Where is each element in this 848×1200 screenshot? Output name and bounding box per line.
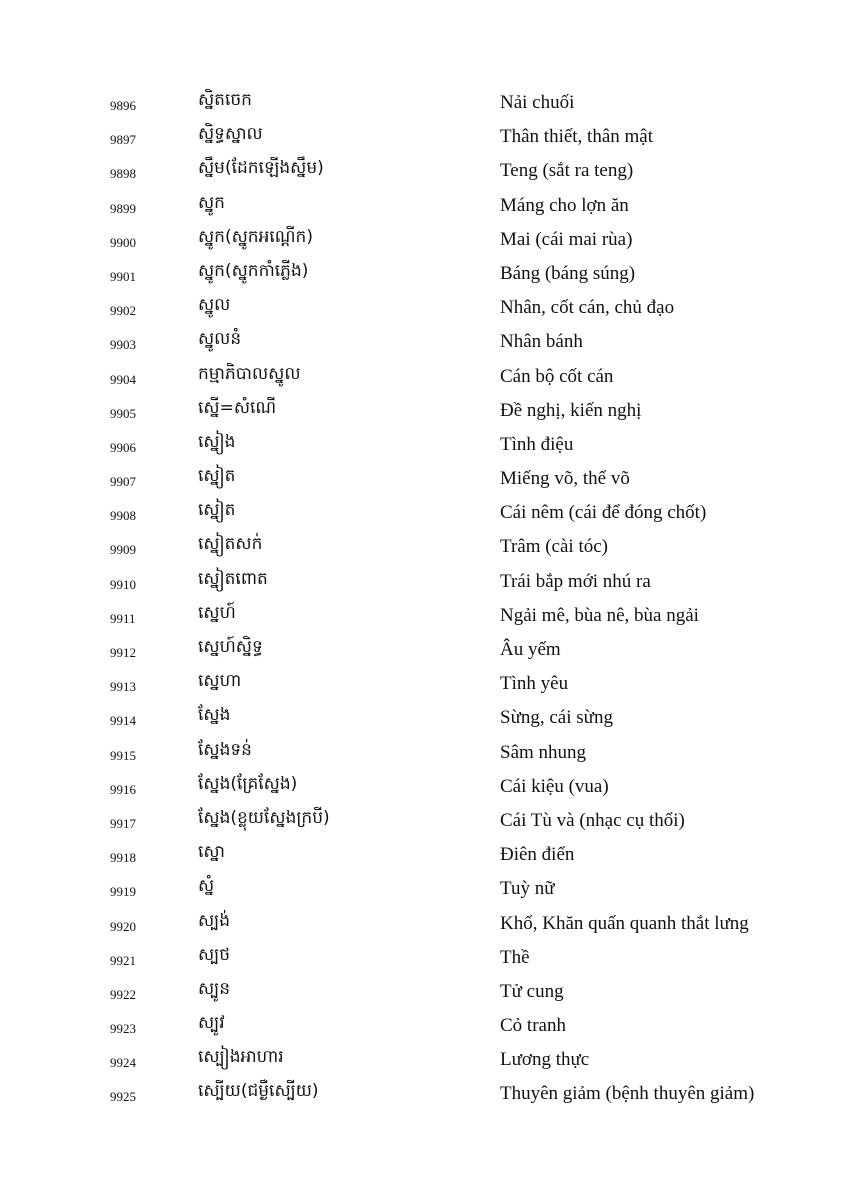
- khmer-term: ស្នៀង: [198, 431, 236, 452]
- entry-number: 9900: [110, 234, 136, 250]
- vietnamese-translation: Sâm nhung: [500, 741, 587, 763]
- khmer-term: ស្និទ្ធស្នាល: [198, 124, 263, 145]
- entry-number: 9908: [110, 508, 136, 524]
- khmer-term: ស្នូល: [198, 295, 231, 316]
- khmer-term: ស្នៀត: [198, 466, 236, 487]
- dictionary-entry: [0, 223, 848, 257]
- dictionary-entry: [0, 120, 848, 154]
- khmer-term: ស្នើ=សំណើ: [198, 397, 277, 418]
- khmer-term: ស្នៀត: [198, 500, 236, 521]
- khmer-term: ស្នៀតពោត: [198, 568, 268, 589]
- khmer-term: ស្នៀតសក់: [198, 534, 263, 555]
- vietnamese-translation: Ngải mê, bùa nê, bùa ngải: [500, 604, 699, 626]
- dictionary-entry: [0, 1077, 848, 1111]
- entry-number: 9922: [110, 986, 136, 1002]
- entry-number: 9911: [110, 610, 136, 626]
- dictionary-entry: [0, 975, 848, 1009]
- khmer-term: ស្នំ: [198, 876, 215, 897]
- entry-number: 9902: [110, 303, 136, 319]
- vietnamese-translation: Nhân, cốt cán, chủ đạo: [500, 297, 675, 319]
- khmer-term: កម្មាភិបាលស្នូល: [198, 363, 301, 384]
- dictionary-entry: [0, 154, 848, 188]
- dictionary-entry: [0, 838, 848, 872]
- dictionary-entry: [0, 804, 848, 838]
- entry-number: 9904: [110, 371, 136, 387]
- entry-number: 9898: [110, 166, 136, 182]
- dictionary-entry-list: [0, 86, 848, 1112]
- khmer-term: ស្បថ: [198, 944, 231, 965]
- vietnamese-translation: Thuyên giảm (bệnh thuyên giảm): [500, 1083, 755, 1105]
- dictionary-entry: [0, 770, 848, 804]
- vietnamese-translation: Tử cung: [500, 980, 564, 1002]
- vietnamese-translation: Tình điệu: [500, 433, 574, 455]
- dictionary-entry: [0, 325, 848, 359]
- entry-number: 9914: [110, 713, 136, 729]
- entry-number: 9910: [110, 576, 136, 592]
- vietnamese-translation: Cái Tù và (nhạc cụ thổi): [500, 809, 685, 831]
- dictionary-entry: [0, 530, 848, 564]
- entry-number: 9907: [110, 474, 136, 490]
- khmer-term: ស្នូក(ស្នូកកាំភ្លើង): [198, 260, 309, 281]
- dictionary-entry: [0, 736, 848, 770]
- vietnamese-translation: Âu yếm: [500, 639, 561, 660]
- vietnamese-translation: Khố, Khăn quấn quanh thắt lưng: [500, 912, 749, 934]
- dictionary-entry: [0, 701, 848, 735]
- entry-number: 9919: [110, 884, 136, 900]
- entry-number: 9925: [110, 1089, 136, 1105]
- dictionary-entry: [0, 872, 848, 906]
- entry-number: 9920: [110, 918, 136, 934]
- vietnamese-translation: Nải chuối: [500, 92, 575, 113]
- dictionary-entry: [0, 667, 848, 701]
- entry-number: 9899: [110, 200, 136, 216]
- vietnamese-translation: Miếng võ, thế võ: [500, 468, 630, 490]
- vietnamese-translation: Thề: [500, 946, 530, 968]
- khmer-term: ស្នែងទន់: [198, 739, 252, 760]
- dictionary-entry: [0, 86, 848, 120]
- khmer-term: ស្បង់: [198, 910, 231, 931]
- dictionary-entry: [0, 360, 848, 394]
- khmer-term: ស្នេហ៍ស្និទ្ធ: [198, 637, 263, 657]
- vietnamese-translation: Cái nêm (cái để đóng chốt): [500, 502, 707, 524]
- entry-number: 9921: [110, 952, 136, 968]
- vietnamese-translation: Cán bộ cốt cán: [500, 365, 614, 387]
- dictionary-entry: [0, 1043, 848, 1077]
- vietnamese-translation: Thân thiết, thân mật: [500, 126, 654, 148]
- vietnamese-translation: Teng (sắt ra teng): [500, 160, 634, 182]
- entry-number: 9917: [110, 815, 136, 831]
- dictionary-entry: [0, 599, 848, 633]
- khmer-term: ស្នូក: [198, 192, 225, 213]
- khmer-term: ស្បៀងអាហារ: [198, 1047, 284, 1068]
- dictionary-entry: [0, 189, 848, 223]
- khmer-term: ស្បើយ(ជម្ងឺស្បើយ): [198, 1081, 319, 1102]
- vietnamese-translation: Sừng, cái sừng: [500, 707, 613, 729]
- vietnamese-translation: Tuỳ nữ: [500, 878, 555, 900]
- entry-number: 9903: [110, 337, 136, 353]
- vietnamese-translation: Lương thực: [500, 1049, 590, 1071]
- khmer-term: ស្នូក(ស្នូកអណ្ដើក): [198, 226, 313, 247]
- vietnamese-translation: Trâm (cài tóc): [500, 536, 608, 558]
- vietnamese-translation: Trái bắp mới nhú ra: [500, 570, 651, 592]
- dictionary-entry: [0, 496, 848, 530]
- dictionary-entry: [0, 257, 848, 291]
- khmer-term: ស្នេហ៍: [198, 602, 236, 623]
- vietnamese-translation: Đề nghị, kiến nghị: [500, 399, 642, 421]
- entry-number: 9909: [110, 542, 136, 558]
- entry-number: 9912: [110, 645, 136, 660]
- vietnamese-translation: Máng cho lợn ăn: [500, 194, 629, 216]
- khmer-term: ស្នេហា: [198, 671, 242, 692]
- dictionary-entry: [0, 907, 848, 941]
- khmer-term: ស្នូលនំ: [198, 329, 242, 350]
- khmer-term: ស្នោ: [198, 842, 225, 863]
- vietnamese-translation: Cỏ tranh: [500, 1015, 566, 1037]
- vietnamese-translation: Nhân bánh: [500, 331, 583, 353]
- dictionary-entry: [0, 941, 848, 975]
- dictionary-entry: [0, 462, 848, 496]
- entry-number: 9923: [110, 1021, 136, 1037]
- khmer-term: ស្បូវ: [198, 1013, 225, 1034]
- entry-number: 9918: [110, 850, 136, 866]
- entry-number: 9897: [110, 132, 136, 148]
- dictionary-entry: [0, 565, 848, 599]
- entry-number: 9916: [110, 781, 136, 797]
- vietnamese-translation: Tình yêu: [500, 673, 569, 695]
- dictionary-entry: [0, 428, 848, 462]
- khmer-term: ស្នែង(គ្រែស្នែង): [198, 773, 298, 794]
- vietnamese-translation: Điên điển: [500, 844, 575, 866]
- khmer-term: ស្នែង(ខ្លុយស្នែងក្របី): [198, 807, 330, 828]
- dictionary-entry: [0, 291, 848, 325]
- entry-number: 9913: [110, 679, 136, 695]
- dictionary-entry: [0, 394, 848, 428]
- dictionary-entry: [0, 633, 848, 667]
- dictionary-entry: [0, 1009, 848, 1043]
- entry-number: 9915: [110, 747, 136, 763]
- vietnamese-translation: Cái kiệu (vua): [500, 775, 609, 797]
- entry-number: 9901: [110, 268, 136, 284]
- khmer-term: ស្នឹម(ដែកឡើងស្នឹម): [198, 158, 324, 179]
- entry-number: 9905: [110, 405, 136, 421]
- vietnamese-translation: Mai (cái mai rùa): [500, 228, 633, 250]
- khmer-term: ស្នែង: [198, 705, 231, 726]
- entry-number: 9896: [110, 98, 136, 113]
- khmer-term: ស្បូន: [198, 978, 231, 999]
- khmer-term: ស្និតចេក: [198, 90, 252, 110]
- entry-number: 9924: [110, 1055, 136, 1071]
- entry-number: 9906: [110, 439, 136, 455]
- vietnamese-translation: Báng (báng súng): [500, 262, 636, 284]
